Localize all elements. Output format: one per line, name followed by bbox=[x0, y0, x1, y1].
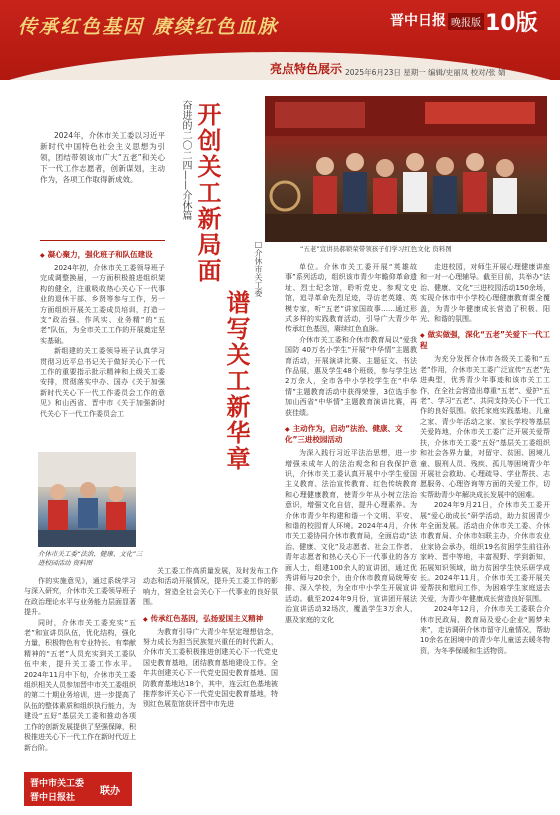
paragraph: 为深入践行习近平法治思想，进一步增强未成年人的法治观念和自我保护意识，介休市关工委认真开展中小学生爱国主义教育、法治宣传教育、红色传统教育和心理健康教育，使青少年从小树立法治意识，增强文化自信，提升心理素养。为介休市青少年构建和谐一个文明、平安、和谐的校园育人环境。2024年4月，介休市关工委协同介休市教育局，全面启动“法治、健康、文化”及志愿者、社会工作者、青年志愿者和热心关心下一代事业的各方面人士，组建100余人的宣讲团，通过优秀讲师与20余个，由介休市教育局统筹安排、深入学校，为全市中小学生开展宣讲活动。截至2024年9月份，宣讲团开展法治宣讲活动32场次，覆盖学生3万余人，惠及家庭的文化 bbox=[285, 449, 417, 624]
paragraph: 为充分发挥介休市各级关工委和“五老”作用，介休市关工委广泛宣传“五老”先进典型，优秀青少年事迹和该市关工工作，在全社会营造出尊重“五老”、爱护“五老”、学习“五老”、共同支持关心下一代工作的良好氛围。依托家庭实践基地、儿童之家、青少年活动之家、家长学校等基层关爱阵地，介休市关工委广泛开展关爱帮扶，介休市关工委“五好”基层关工委组织和社会各界力量，对留守、贫困、困境儿童、服刑人员、残疾、孤儿等困境青少年开展社会救助、心理疏导、学业帮扶、志愿服务、心理咨询等方面的关爱工作，切实帮助青少年解决成长发展中的困难。 bbox=[420, 355, 550, 499]
article-intro: 2024年，介休市关工委以习近平新时代中国特色社会主义思想为引领，团结带领该市广大“五老”和关心下一代工作志愿者，创新谋划，主动作为，各项工作取得新成效。 bbox=[40, 130, 165, 241]
page-number: 10版 bbox=[485, 11, 538, 36]
newspaper-name: 晋中日报 bbox=[390, 13, 446, 29]
column-4 bbox=[285, 262, 417, 802]
issue-meta: 2025年6月23日 星期一 编辑/史丽凤 校对/张 婧 bbox=[345, 68, 506, 77]
subheading: ◆ 凝心聚力，强化班子和队伍建设 bbox=[40, 249, 165, 260]
subheading: ◆ 做实做强，深化“五老”关爱下一代工程 bbox=[420, 329, 550, 351]
edition-tag: 晚报版 bbox=[448, 13, 484, 30]
paragraph: 走进校园，对师生开展心理健康讲座和一对一心理辅导。截至目前，共举办“法治、健康、文化”三进校园活动150余场，实现介休市中小学校心理健康教育课全覆盖，为青少年健康成长营造了积极、阳光、和谐的氛围。 bbox=[420, 263, 550, 324]
article-author: □介休市关工委 bbox=[254, 240, 263, 297]
publisher-line-1: 晋中市关工委 bbox=[30, 779, 85, 789]
paragraph: 新组建的关工委领导班子认真学习贯彻习近平总书记关于做好关心下一代工作的重要指示批示精神和上级关工委安排，贯彻落实中办、国办《关于加强新时代关心下一代工作委员会工作的意见》和山西省、晋中市《关于加强新时代关心下一代工作委员会工 bbox=[40, 347, 165, 418]
paragraph: 同时，介休市关工委充实“五老”和宣讲员队伍，优化结构，强化力量，积极物色有专业特长、有奉献精神的“五老”人员充实到关工委队伍中来，提升关工委工作水平。2024年11月中下旬，介休市关工委组织相关人员参加晋中市关工委组织的第二十期业务培训，进一步提高了队伍的整体素质和组织执行能力，为建设“五好”基层关工委和推动各项工作的创新发展提供了坚强保障，积极推进关心下一代工作在新时代迈上新台阶。 bbox=[24, 618, 136, 752]
paragraph: 2024年12月，介休市关工委联合介休市民政局、教育局及爱心企业“圆梦未来”，走访调研介休市留守儿童情况，帮助10余名在困境中的青少年儿童送去暖冬物资，为冬季保暖和生活物资。 bbox=[420, 605, 550, 655]
subheading: ◆ 主动作为，启动“法治、健康、文化”三进校园活动 bbox=[285, 423, 417, 445]
paragraph: 2024年初，介休市关工委领导班子完成调整换届，一方面积极推进组织架构的健全，注重吸收热心关心下一代事业的退休干部、乡贤等参与工作，另一方面组织开展关工委成员培训，打造一支“政治强、作风实、业务精”的“五老”队伍，为全市关工工作的开展奠定坚实基础。 bbox=[40, 264, 165, 345]
publisher-line-2: 晋中日报社 bbox=[30, 793, 76, 803]
headline-title-b: 谱写关工新华章 bbox=[222, 290, 251, 472]
column-5 bbox=[420, 262, 550, 802]
headline-kicker: 奋进的二〇二四——介休篇 bbox=[180, 100, 191, 220]
column-3 bbox=[143, 566, 278, 811]
section-title: 亮点特色展示 bbox=[270, 62, 343, 76]
paragraph: 介休市关工委和介休市教育局以“爱我国防 40万名小学生”开展“中华情”主题教育活动，开展演讲比赛、主题征文、书法作品展，惠及学生48个班级，参与学生达2万余人，全市各中小学校学生在“中华情”主题教育活动中获得荣誉，3位选手参加山西省“中华情”主题教育演讲比赛，再获佳绩。 bbox=[285, 335, 417, 417]
photo-school-illustration bbox=[38, 452, 136, 547]
photo-classroom-exhibit bbox=[265, 96, 547, 242]
joint-publisher-logo bbox=[24, 772, 132, 806]
banner-slogan: 传承红色基因 赓续红色血脉 bbox=[18, 16, 279, 38]
photo-school-activity bbox=[38, 452, 136, 547]
photo-caption: 介休市关工委“法治、健康、文化”三进校园活动 资料图 bbox=[38, 550, 143, 567]
paragraph: 单位。介休市关工委开展“英雄故事”系列活动，组织该市青少年瞻仰革命遗址、烈士纪念馆，聆听党史、参观文史馆，追寻革命先烈足迹，寻访老英雄、英模专家，听“五老”讲家国故事……通过形式多样的实践教育活动，引导广大青少年传承红色基因，赓续红色血脉。 bbox=[285, 263, 417, 334]
publisher-joint-label: 联办 bbox=[100, 786, 120, 797]
photo-classroom-illustration bbox=[265, 96, 547, 242]
paragraph: 关工委工作高质量发展，及时发布工作动态和活动开展情况，提升关工委工作的影响力，营造全社会关心下一代事业的良好氛围。 bbox=[143, 567, 278, 607]
photo-caption: “五老”宣讲员郝锁荣带领孩子们学习红色文化 资料图 bbox=[300, 245, 452, 253]
column-1 bbox=[40, 244, 165, 449]
headline-title-a: 开创关工新局面 bbox=[193, 102, 222, 284]
paragraph: 作的实施意见》，通过系统学习与深入研究，介休市关工委领导班子在政治理论水平与业务能力层面显著提升。 bbox=[24, 577, 136, 617]
column-2 bbox=[24, 576, 136, 771]
paragraph: 为教育引导广大青少年坚定理想信念，努力成长为担当民族复兴重任的时代新人，介休市关工委积极推进创建关心下一代党史国史教育基地，团结教育基地建设工作。全年共创建关心下一代党史国史教育基地、国防教育基地达18个，其中，连云红色基地被推荐参评关心下一代党史国史教育基地，特别红色展览馆获评晋中市先进 bbox=[143, 627, 278, 709]
subheading: ◆ 传承红色基因，弘扬爱国主义精神 bbox=[143, 613, 278, 624]
paragraph: 2024年9月21日，介休市关工委开展“爱心助成长”研学活动，助力贫困青少年全面发展。活动由介休市关工委、介休市教育局、介休市妇联主办，介休市农业业家协会承办，组织19名贫困学生前往孙家岭、晋中等地，丰富视野、学到新知，拓展知识领域，助力贫困学生快乐研学成长。2024年11月，介休市关工委开展关爱帮扶和慰问工作，为困难学生家庭送去关爱，为青少年健康成长营造良好氛围。 bbox=[420, 501, 550, 603]
